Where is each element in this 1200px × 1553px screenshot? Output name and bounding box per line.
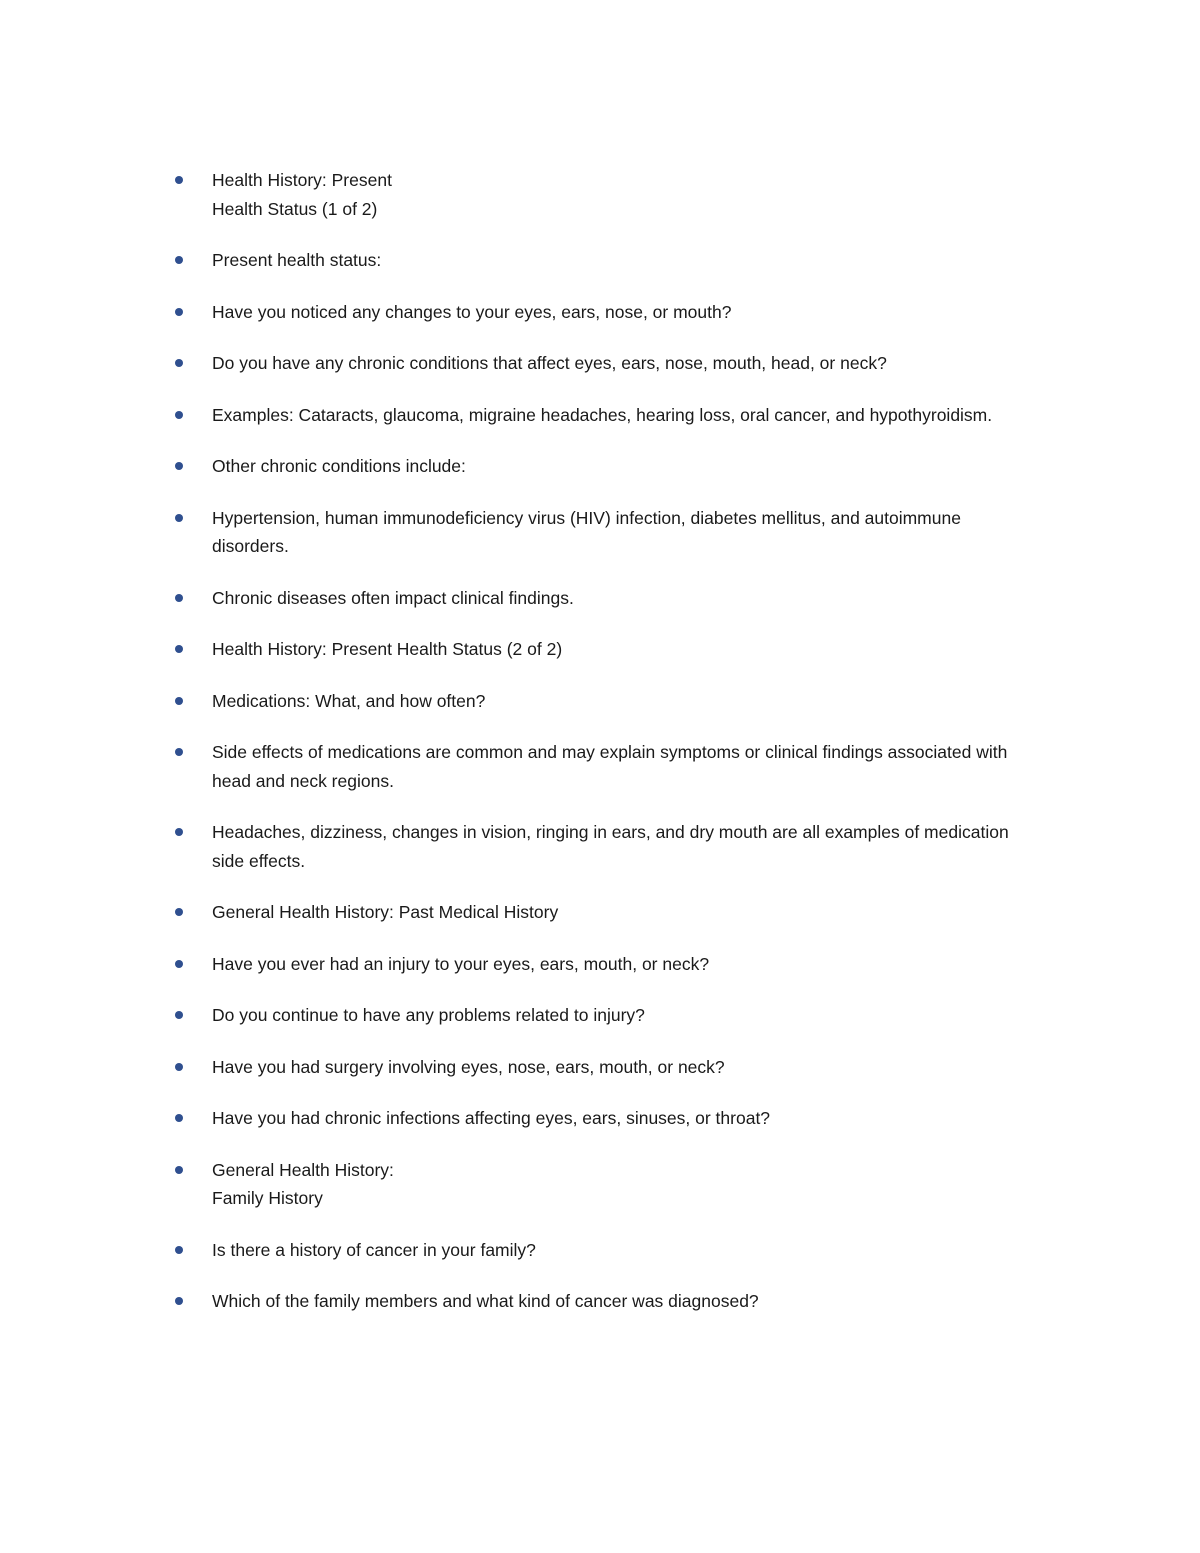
list-item-text: Side effects of medications are common and may explain symptoms or clinical findings associated with head and neck regions.	[212, 742, 1008, 791]
list-item-text: Other chronic conditions include:	[212, 456, 466, 476]
list-item	[174, 1236, 1014, 1265]
list-item-text: Examples: Cataracts, glaucoma, migraine headaches, hearing loss, oral cancer, and hypothyroidism.	[212, 404, 993, 425]
list-item-text: Health History: Present Health Status (2 of 2)	[212, 639, 563, 659]
list-item	[174, 1001, 1014, 1030]
list-item-text	[212, 166, 1014, 223]
list-item	[174, 1053, 1014, 1082]
bullet-icon	[175, 697, 183, 705]
list-item-text: Do you have any chronic conditions that affect eyes, ears, nose, mouth, head, or neck?	[212, 353, 887, 373]
list-item	[174, 1156, 1014, 1213]
bullet-icon	[175, 256, 183, 264]
bullet-icon	[175, 1114, 183, 1122]
bullet-icon	[175, 594, 183, 602]
bullet-icon	[175, 1166, 183, 1174]
list-item	[174, 635, 1014, 664]
list-item	[174, 898, 1014, 927]
list-item	[174, 401, 1014, 430]
list-item-text: Have you had surgery involving eyes, nose, ears, mouth, or neck?	[212, 1056, 725, 1077]
list-item-line: General Health History:	[212, 1159, 394, 1180]
bullet-list	[174, 166, 1014, 1339]
list-item-text: Do you continue to have any problems related to injury?	[212, 1005, 645, 1025]
bullet-icon	[175, 462, 183, 470]
list-item	[174, 950, 1014, 979]
list-item	[174, 687, 1014, 716]
list-item	[174, 818, 1014, 875]
list-item-text: Present health status:	[212, 250, 382, 270]
list-item-text: Have you noticed any changes to your eyes, ears, nose, or mouth?	[212, 301, 732, 322]
bullet-icon	[175, 908, 183, 916]
list-item-text: General Health History: Past Medical History	[212, 902, 559, 922]
list-item-text: Headaches, dizziness, changes in vision, ringing in ears, and dry mouth are all examples of medication side effects.	[212, 822, 1009, 871]
list-item	[174, 504, 1014, 561]
bullet-icon	[175, 960, 183, 968]
list-item-line: Family History	[212, 1188, 323, 1208]
list-item-line: Health History: Present	[212, 170, 392, 190]
bullet-icon	[175, 748, 183, 756]
list-item	[174, 298, 1014, 327]
bullet-icon	[175, 308, 183, 316]
list-item	[174, 166, 1014, 223]
bullet-icon	[175, 176, 183, 184]
list-item-text: Hypertension, human immunodeficiency virus (HIV) infection, diabetes mellitus, and autoimmune disorders.	[212, 507, 961, 556]
bullet-icon	[175, 1297, 183, 1305]
bullet-icon	[175, 1246, 183, 1254]
list-item-text: Have you had chronic infections affecting eyes, ears, sinuses, or throat?	[212, 1108, 771, 1128]
list-item	[174, 349, 1014, 378]
list-item-text: Have you ever had an injury to your eyes, ears, mouth, or neck?	[212, 953, 710, 974]
list-item-text: Medications: What, and how often?	[212, 690, 486, 711]
list-item	[174, 1287, 1014, 1316]
bullet-icon	[175, 411, 183, 419]
bullet-icon	[175, 828, 183, 836]
list-item	[174, 584, 1014, 613]
bullet-icon	[175, 514, 183, 522]
list-item-line: Health Status (1 of 2)	[212, 198, 378, 219]
list-item-text	[212, 1156, 1014, 1213]
list-item-text: Which of the family members and what kind of cancer was diagnosed?	[212, 1291, 759, 1311]
list-item	[174, 246, 1014, 275]
bullet-icon	[175, 645, 183, 653]
list-item	[174, 1104, 1014, 1133]
list-item	[174, 452, 1014, 481]
bullet-icon	[175, 1011, 183, 1019]
bullet-icon	[175, 1063, 183, 1071]
list-item-text: Chronic diseases often impact clinical findings.	[212, 587, 574, 608]
bullet-icon	[175, 359, 183, 367]
list-item	[174, 738, 1014, 795]
list-item-text: Is there a history of cancer in your family?	[212, 1239, 536, 1260]
